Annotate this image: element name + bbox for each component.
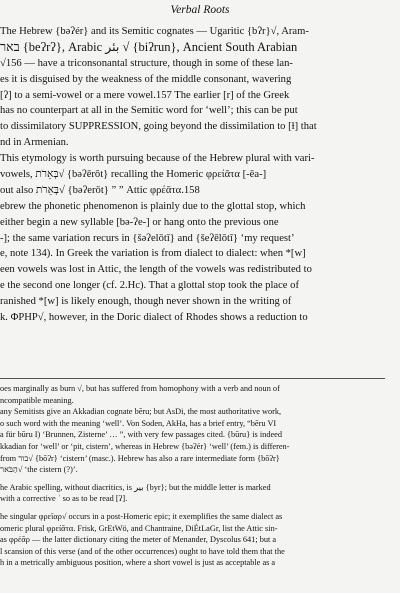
- text-line: has no counterpart at all in the Semitic word for ‘well’; this can be put: [0, 105, 298, 117]
- text-line: The Hebrew {bəʔér} and its Semitic cognates — Ugaritic {bʔr}√, Aram-: [0, 26, 309, 37]
- footnote-line: he Arabic spelling, without diacritics, is بير {byr}; but the middle letter is marked: [0, 482, 271, 492]
- text-line: e the second one longer (cf. 2.Hc). That a glottal stop took the place of: [0, 280, 299, 292]
- text-line: nd in Armenian.: [0, 137, 69, 149]
- text-line: באר {beʔrʔ}, Arabic بئر √ {biʔrun}, Ancient South Arabian: [0, 39, 298, 54]
- text-line: een vowels was lost in Attic, the length of the vowels was redistributed to: [0, 264, 312, 276]
- footnote-divider: [0, 378, 385, 379]
- text-line: √156 — have a triconsonantal structure, though in some of these lan-: [0, 57, 293, 69]
- text-line: ebrew the phonetic phenomenon is plainly due to the glottal stop, which: [0, 200, 306, 212]
- text-line: either begin a new syllable [bə-ʔe-] or hang onto the previous one: [0, 216, 279, 228]
- footnote-line: ncompatible meaning.: [0, 395, 74, 405]
- footnote-line: oes marginally as burn √, but has suffered from homophony with a verb and noun of: [0, 384, 280, 393]
- running-header: Verbal Roots: [170, 4, 230, 16]
- footnote-line: l scansion of this verse (and of the other occurrences) ought to have told them that the: [0, 546, 285, 556]
- footnote-line: a für būru I) ‘Brunnen, Zisterne’ … ”, with very few passages cited. {būru} is indeed: [0, 430, 282, 440]
- footnote-line: kkadian for ‘well’ or ‘pit, cistern’, whereas in Hebrew {bəʔér} ‘well’ (fem.) is differen-: [0, 441, 290, 451]
- text-line: This etymology is worth pursuing because of the Hebrew plural with vari-: [0, 153, 315, 165]
- text-line: ranished *[w] is likely enough, though never shown in the writing of: [0, 296, 292, 308]
- main-text: [0, 24, 397, 326]
- footnote-line: any Semitists give an Akkadian cognate bēru; but AsDi, the most authoritative work,: [0, 407, 282, 417]
- text-line: es it is disguised by the weakness of the middle consonant, wavering: [0, 73, 292, 85]
- footnote-line: with a corrective ʾ so as to be read [ʔ].: [0, 494, 128, 504]
- footnote-line: as φρέᾱρ — the latter dictionary citing the meter of Menander, Dyscolus 641; but a: [0, 535, 277, 545]
- text-line: -]; the same variation recurs in {šəʔelōtī} and {šeʔēlōtī} ‘my request’: [0, 232, 295, 244]
- footnotes: [0, 383, 397, 569]
- footnote-line: omeric plural φρείᾱτα. Frisk, GrEtWö, and Chantraine, DiÉtLaGr, list the Attic sin-: [0, 523, 278, 533]
- text-line: [ʔ] to a semi-vowel or a mere vowel.157 The earlier [r] of the Greek: [0, 89, 290, 101]
- footnote-line: from בור√ {bōʔr} ‘cistern’ (masc.). Hebrew has also a rare intermediate form {bōʔr}: [0, 453, 280, 463]
- text-line: e, note 134). In Greek the variation is from dialect to dialect: when *[w]: [0, 248, 306, 260]
- text-line: out also בְּאֵרֹת√ {bəʔerōt} ” ” Attic φρέᾱτα.158: [0, 184, 200, 196]
- footnote-line: h in a metrically ambiguous position, where a short vowel is just as acceptable as a: [0, 558, 276, 568]
- footnote-line: הַבֹּאר√ ‘the cistern (?)’.: [0, 465, 78, 475]
- text-line: k. ΦΡΗΡ√, however, in the Doric dialect of Rhodes shows a reduction to: [0, 312, 308, 324]
- text-line: vowels, בְּאֵרֹת√ {bəʔērōt} recalling the Homeric φρείᾱτα [-ēa-]: [0, 169, 267, 181]
- footnote-line: he singular φρεῖαρ√ occurs in a post-Homeric epic; it exemplifies the same dialect as: [0, 511, 283, 521]
- footnote-line: o such word with the meaning ‘well’. Von Soden, AkHa, has a brief entry, “bēru VI: [0, 418, 277, 428]
- text-line: to dissimilatory SUPPRESSION, going beyond the dissimilation to [ɫ] that: [0, 121, 317, 133]
